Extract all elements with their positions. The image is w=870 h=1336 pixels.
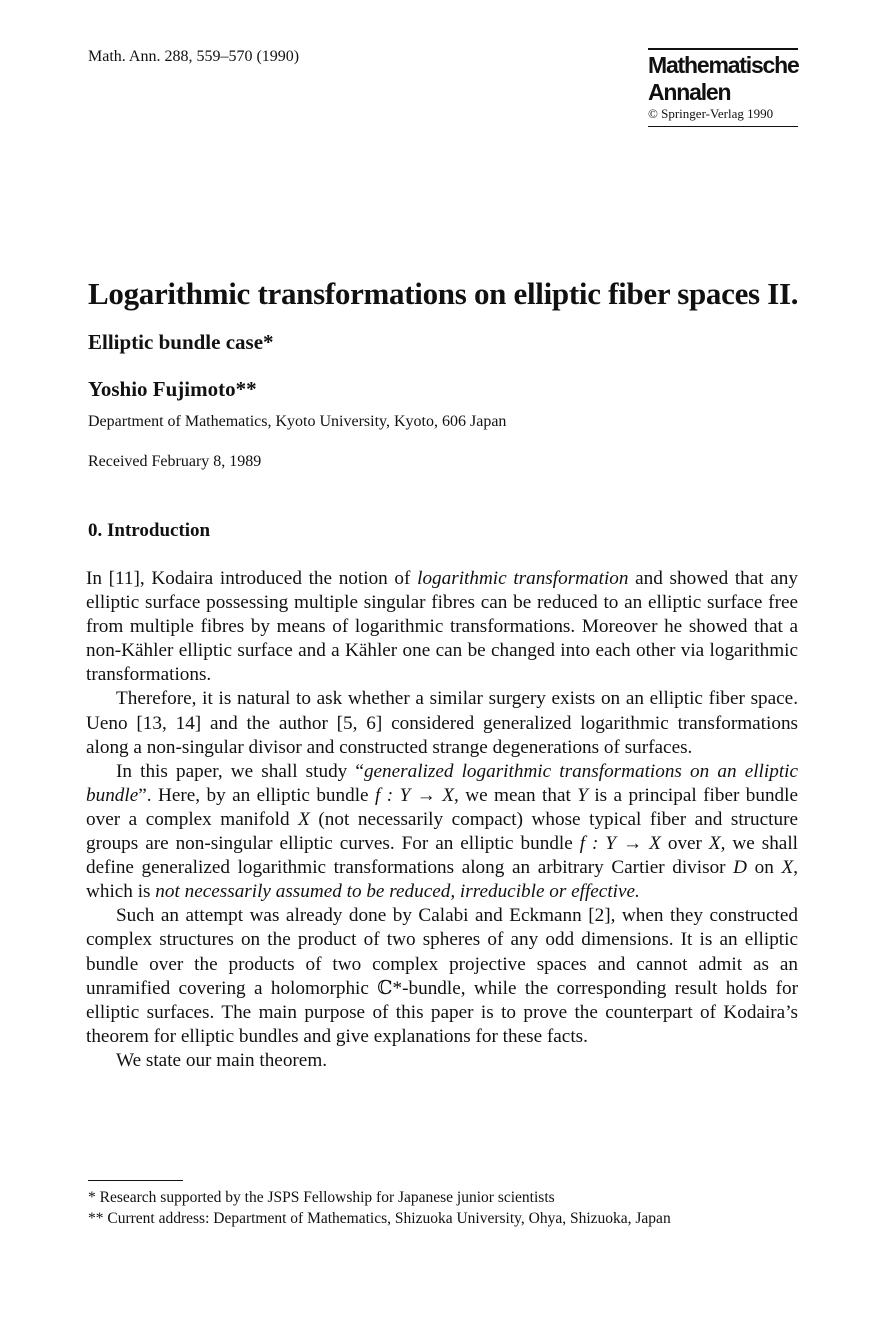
article-subtitle: Elliptic bundle case* [88,330,274,354]
p3-math-7: X [781,857,794,879]
journal-name-line1: Mathematische [648,52,799,78]
masthead-top-rule [648,48,798,50]
p1-emphasis: logarithmic transformation [417,568,629,589]
p3-text-d: is a principal fiber bundle over a complex manifold [86,784,798,830]
p3-math-2: Y [577,784,588,806]
p3-text-b: ”. Here, by an elliptic bundle [138,784,375,806]
paragraph-2: Therefore, it is natural to ask whether a similar surgery exists on an elliptic fiber space. Ueno [13, 14] and the author [5, 6] considered generalized logarithmic transformations along a non-singular divisor and constructed strange degenerations of surfaces. [86,688,798,758]
paragraph-3 [86,760,798,905]
paragraph-5: We state our main theorem. [116,1049,328,1071]
article-title: Logarithmic transformations on elliptic fiber spaces II. [88,276,799,311]
footnote-rule [88,1180,183,1181]
footnote-2: ** Current address: Department of Mathematics, Shizuoka University, Ohya, Shizuoka, Japan [88,1210,671,1227]
p3-math-3: X [298,808,310,830]
p3-text-i: , which is [86,857,798,903]
p1-text-a: In [11], Kodaira introduced the notion of [86,568,418,589]
p3-emphasis-1: generalized logarithmic transformations on an elliptic bundle [86,760,798,806]
p3-text-c: , we mean that [454,784,578,806]
copyright-notice: © Springer-Verlag 1990 [648,106,774,121]
author-affiliation: Department of Mathematics, Kyoto University, Kyoto, 606 Japan [88,413,507,430]
p3-text-f: over [660,833,709,855]
paragraph-4: Such an attempt was already done by Calabi and Eckmann [2], when they constructed complex structures on the product of two spheres of any odd dimensions. It is an elliptic bundle over the products of two complex projective spaces and cannot admit as an unramified covering a holomorphic ℂ*-bundle, while the corresponding result holds for elliptic surfaces. The main purpose of this paper is to prove the counterpart of Kodaira’s theorem for elliptic bundles and give explanations for these facts. [86,905,798,1047]
p3-text-g: , we shall define generalized logarithmic transformations along an arbitrary Cartier divisor [86,833,798,879]
author-name: Yoshio Fujimoto** [88,377,257,401]
section-heading: 0. Introduction [88,520,211,541]
p3-math-6: D [733,857,748,879]
paragraph-1 [86,567,798,687]
footnote-1: * Research supported by the JSPS Fellowship for Japanese junior scientists [88,1189,555,1206]
p3-text-h: on [747,857,782,879]
p3-math-1: f : Y → X [375,784,455,806]
journal-citation: Math. Ann. 288, 559–570 (1990) [88,48,300,65]
journal-masthead [648,48,798,127]
p3-text-e: (not necessarily compact) whose typical fiber and structure groups are non-singular elliptic curves. For an elliptic bundle [86,808,799,855]
received-date: Received February 8, 1989 [88,453,262,470]
masthead-bottom-rule [648,126,798,127]
p3-math-4: f : Y → X [579,833,661,855]
introduction-body [86,567,798,1073]
p3-text-a: In this paper, we shall study “ [116,760,364,782]
journal-name-line2: Annalen [648,79,731,105]
p1-text-b: and showed that any elliptic surface possessing multiple singular fibres can be reduced to an elliptic surface free from multiple fibres by means of logarithmic transformations. Moreover he showed that a non-Kähler elliptic surface and a Kähler one can be changed into each other via logarithmic transformations. [86,568,798,686]
p3-math-5: X [708,833,721,855]
p3-emphasis-2: not necessarily assumed to be reduced, irreducible or effective. [155,881,640,903]
